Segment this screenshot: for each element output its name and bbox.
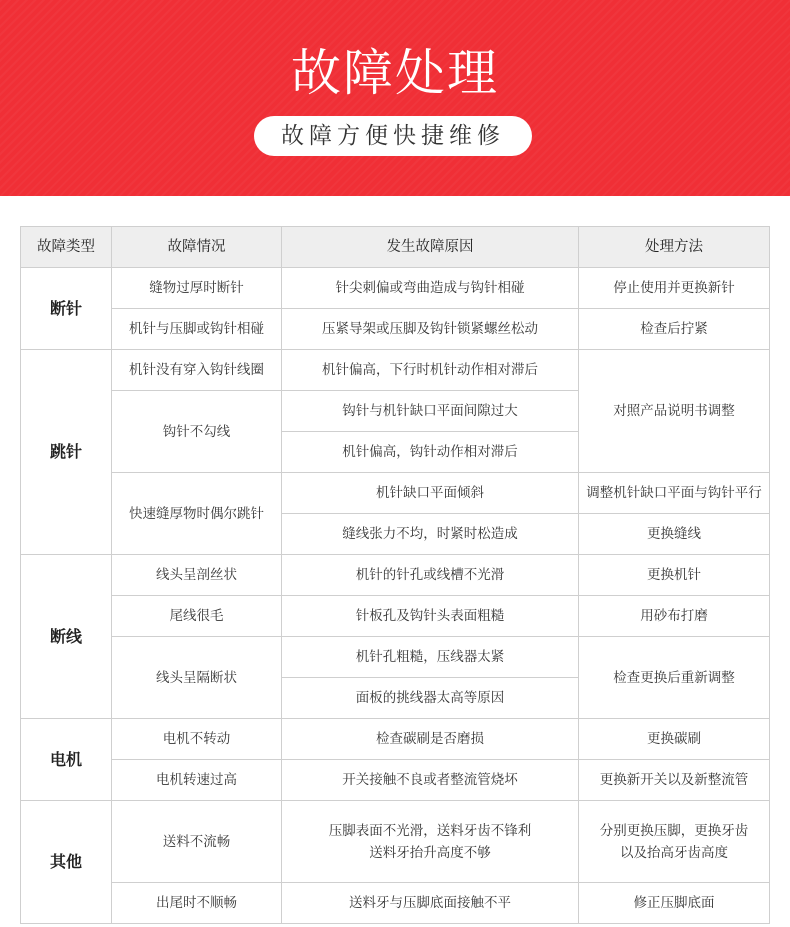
method-cell: 更换缝线 [579,514,770,555]
cause-cell: 钩针与机针缺口平面间隙过大 [282,391,579,432]
header-fault-situation: 故障情况 [112,227,282,268]
situation-cell: 线头呈隔断状 [112,637,282,719]
fault-type-cell: 断线 [21,555,112,719]
fault-type-cell: 跳针 [21,350,112,555]
cause-cell: 机针偏高，钩针动作相对滞后 [282,432,579,473]
fault-type-cell: 其他 [21,801,112,924]
header-fault-cause: 发生故障原因 [282,227,579,268]
method-cell [579,801,770,883]
method-line: 以及抬高牙齿高度 [620,844,728,861]
header-banner [0,0,790,196]
table-row [21,473,770,514]
method-cell: 更换机针 [579,555,770,596]
table-row [21,596,770,637]
situation-cell: 机针没有穿入钩针线圈 [112,350,282,391]
situation-cell: 送料不流畅 [112,801,282,883]
situation-cell: 机针与压脚或钩针相碰 [112,309,282,350]
situation-cell: 电机不转动 [112,719,282,760]
method-line: 分别更换压脚，更换牙齿 [599,822,749,839]
method-cell: 更换碳刷 [579,719,770,760]
cause-cell: 机针的针孔或线槽不光滑 [282,555,579,596]
fault-type-cell: 断针 [21,268,112,350]
situation-cell: 电机转速过高 [112,760,282,801]
cause-line: 压脚表面不光滑，送料牙齿不锋利 [328,822,532,839]
cause-cell: 开关接触不良或者整流管烧坏 [282,760,579,801]
method-cell: 对照产品说明书调整 [579,350,770,473]
situation-cell: 尾线很毛 [112,596,282,637]
table-row [21,555,770,596]
cause-cell: 针尖刺偏或弯曲造成与钩针相碰 [282,268,579,309]
troubleshooting-table [20,226,770,924]
situation-cell: 快速缝厚物时偶尔跳针 [112,473,282,555]
cause-cell: 针板孔及钩针头表面粗糙 [282,596,579,637]
cause-cell: 缝线张力不均，时紧时松造成 [282,514,579,555]
cause-cell: 面板的挑线器太高等原因 [282,678,579,719]
header-fault-type: 故障类型 [21,227,112,268]
table-row [21,350,770,391]
cause-cell [282,801,579,883]
cause-cell: 压紧导架或压脚及钩针锁紧螺丝松动 [282,309,579,350]
cause-cell: 机针孔粗糙，压线器太紧 [282,637,579,678]
fault-type-cell: 电机 [21,719,112,801]
method-cell: 调整机针缺口平面与钩针平行 [579,473,770,514]
cause-cell: 送料牙与压脚底面接触不平 [282,883,579,924]
table-row [21,637,770,678]
method-cell: 检查更换后重新调整 [579,637,770,719]
method-cell: 检查后拧紧 [579,309,770,350]
method-cell: 更换新开关以及新整流管 [579,760,770,801]
situation-cell: 钩针不勾线 [112,391,282,473]
situation-cell: 缝物过厚时断针 [112,268,282,309]
table-row [21,760,770,801]
table-row [21,268,770,309]
table-row [21,719,770,760]
table-row [21,801,770,883]
header-solution: 处理方法 [579,227,770,268]
method-cell: 用砂布打磨 [579,596,770,637]
method-cell: 停止使用并更换新针 [579,268,770,309]
situation-cell: 出尾时不顺畅 [112,883,282,924]
subtitle-badge: 故障方便快捷维修 [254,116,532,156]
cause-cell: 机针缺口平面倾斜 [282,473,579,514]
situation-cell: 线头呈剖丝状 [112,555,282,596]
page-title: 故障处理 [291,44,499,102]
cause-cell: 机针偏高，下行时机针动作相对滞后 [282,350,579,391]
cause-line: 送料牙抬升高度不够 [369,844,491,861]
table-row [21,309,770,350]
cause-cell: 检查碳刷是否磨损 [282,719,579,760]
table-row [21,883,770,924]
table-header-row [21,227,770,268]
troubleshooting-table-container [20,226,770,924]
method-cell: 修正压脚底面 [579,883,770,924]
